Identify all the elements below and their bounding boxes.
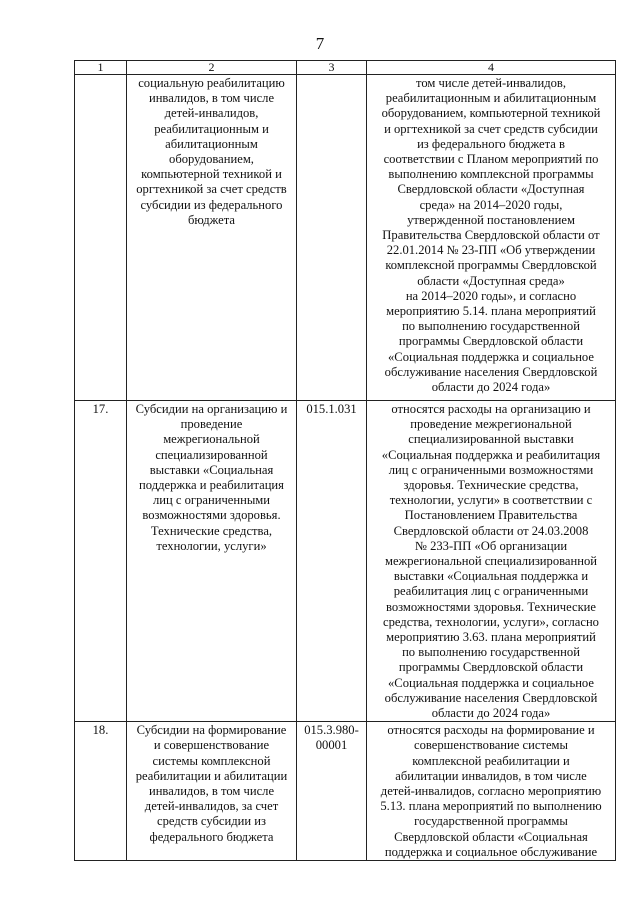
row-code: 015.3.980- 00001 [297,722,367,861]
page-number: 7 [315,34,325,53]
table-row [75,75,616,401]
row-number: 18. [75,722,127,861]
row-description: относятся расходы на организацию и проведение межрегиональной специализированной выставки «Социальная поддержка и реабилитация лиц с ограниченными возможностями здоровья. Технические средства, технологии, услуги» в соответствии с Постановлением Правительства Свердловской области от 24.03.2008 № 233-ПП «Об организации межрегиональной специализированной выставки «Социальная поддержка и реабилитация лиц с ограниченными возможностями здоровья. Технические средства, технологии, услуги», согласно мероприятию 3.63. плана мероприятий по выполнению государственной программы Свердловской области «Социальная поддержка и социальное обслуживание населения Свердловской области до 2024 года» [367,401,616,722]
row-name: Субсидии на формирование и совершенствование системы комплексной реабилитации и абилитации инвалидов, в том числе детей-инвалидов, за счет средств субсидии из федерального бюджета [127,722,297,861]
row-description: том числе детей-инвалидов, реабилитационным и абилитационным оборудованием, компьютерной техникой и оргтехникой за счет средств субсидии из федерального бюджета в соответствии с Планом мероприятий по выполнению комплексной программы Свердловской области «Доступная среда» на 2014–2020 годы, утвержденной постановлением Правительства Свердловской области от 22.01.2014 № 23-ПП «Об утверждении комплексной программы Свердловской области «Доступная среда» на 2014–2020 годы», и согласно мероприятию 5.14. плана мероприятий по выполнению государственной программы Свердловской области «Социальная поддержка и социальное обслуживание населения Свердловской области до 2024 года» [367,75,616,401]
row-number [75,75,127,401]
row-code [297,75,367,401]
row-number: 17. [75,401,127,722]
budget-classification-table [74,60,616,861]
row-name: Субсидии на организацию и проведение межрегиональной специализированной выставки «Социальная поддержка и реабилитация лиц с ограниченными возможностями здоровья. Технические средства, технологии, услуги» [127,401,297,722]
row-code: 015.1.031 [297,401,367,722]
column-header-2: 2 [127,61,297,75]
row-name: социальную реабилитацию инвалидов, в том числе детей-инвалидов, реабилитационным и абилитационным оборудованием, компьютерной техникой и оргтехникой за счет средств субсидии из федерального бюджета [127,75,297,401]
column-header-3: 3 [297,61,367,75]
column-header-4: 4 [367,61,616,75]
table-row [75,722,616,861]
table-header-row [75,61,616,75]
table-row [75,401,616,722]
row-description: относятся расходы на формирование и совершенствование системы комплексной реабилитации и абилитации инвалидов, в том числе детей-инвалидов, согласно мероприятию 5.13. плана мероприятий по выполнению государственной программы Свердловской области «Социальная поддержка и социальное обслуживание [367,722,616,861]
column-header-1: 1 [75,61,127,75]
